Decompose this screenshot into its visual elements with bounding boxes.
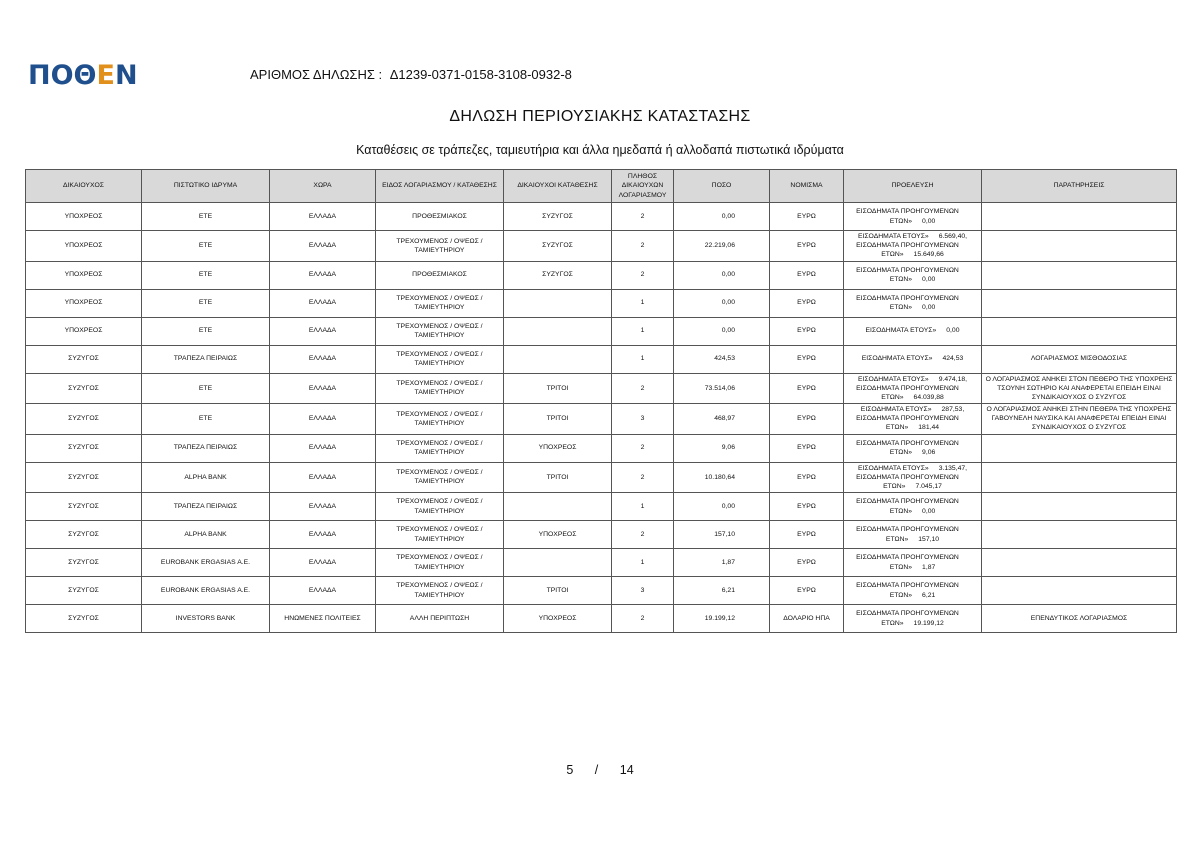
- currency-cell: ΕΥΡΩ: [770, 549, 844, 577]
- column-header: ΠΡΟΕΛΕΥΣΗ: [844, 170, 982, 203]
- origin-line: [847, 250, 978, 259]
- amount-cell: 424,53: [674, 345, 770, 373]
- holders-count-cell: 3: [612, 577, 674, 605]
- origin-cell: [844, 549, 982, 577]
- co-holders-cell: [504, 289, 612, 317]
- notes-cell: [982, 549, 1177, 577]
- table-row: [26, 493, 1177, 521]
- country-cell: ΕΛΛΑΔΑ: [270, 289, 376, 317]
- origin-line: [847, 473, 978, 482]
- account-type-cell: ΤΡΕΧΟΥΜΕΝΟΣ / ΟΨΕΩΣ / ΤΑΜΙΕΥΤΗΡΙΟΥ: [376, 577, 504, 605]
- co-holders-cell: ΤΡΙΤΟΙ: [504, 577, 612, 605]
- notes-cell: [982, 493, 1177, 521]
- notes-cell: [982, 462, 1177, 493]
- origin-label: ΕΙΣΟΔΗΜΑΤΑ ΠΡΟΗΓΟΥΜΕΝΩΝ: [856, 208, 959, 216]
- account-type-cell: ΤΡΕΧΟΥΜΕΝΟΣ / ΟΨΕΩΣ / ΤΑΜΙΕΥΤΗΡΙΟΥ: [376, 317, 504, 345]
- holders-count-cell: 2: [612, 231, 674, 262]
- origin-cell: [844, 289, 982, 317]
- origin-cell: [844, 605, 982, 633]
- origin-value: 15.649,66: [913, 251, 944, 259]
- beneficiary-cell: ΣΥΖΥΓΟΣ: [26, 521, 142, 549]
- page-subtitle: Καταθέσεις σε τράπεζες, ταμιευτήρια και άλλα ημεδαπά ή αλλοδαπά πιστωτικά ιδρύματα: [356, 143, 844, 157]
- account-type-cell: ΤΡΕΧΟΥΜΕΝΟΣ / ΟΨΕΩΣ / ΤΑΜΙΕΥΤΗΡΙΟΥ: [376, 521, 504, 549]
- holders-count-cell: 2: [612, 605, 674, 633]
- logo-text-accent: Ε: [96, 60, 115, 91]
- origin-line: [847, 535, 978, 544]
- currency-cell: ΕΥΡΩ: [770, 404, 844, 435]
- institution-cell: ΕΤΕ: [142, 261, 270, 289]
- origin-label: ΕΙΣΟΔΗΜΑΤΑ ΕΤΟΥΣ»: [860, 406, 932, 414]
- origin-label: ΕΙΣΟΔΗΜΑΤΑ ΕΤΟΥΣ»: [865, 327, 937, 335]
- origin-label: ΕΙΣΟΔΗΜΑΤΑ ΠΡΟΗΓΟΥΜΕΝΩΝ: [856, 242, 959, 250]
- table-row: [26, 231, 1177, 262]
- origin-line: [847, 423, 978, 432]
- beneficiary-cell: ΣΥΖΥΓΟΣ: [26, 462, 142, 493]
- co-holders-cell: ΣΥΖΥΓΟΣ: [504, 203, 612, 231]
- country-cell: ΕΛΛΑΔΑ: [270, 521, 376, 549]
- origin-value: 6,21: [922, 591, 936, 599]
- origin-line: [847, 619, 978, 628]
- origin-label: ΕΙΣΟΔΗΜΑΤΑ ΠΡΟΗΓΟΥΜΕΝΩΝ: [856, 384, 959, 392]
- institution-cell: ΤΡΑΠΕΖΑ ΠΕΙΡΑΙΩΣ: [142, 493, 270, 521]
- origin-cell: [844, 345, 982, 373]
- table-row: [26, 605, 1177, 633]
- co-holders-cell: ΥΠΟΧΡΕΟΣ: [504, 434, 612, 462]
- origin-label: ΕΙΣΟΔΗΜΑΤΑ ΠΡΟΗΓΟΥΜΕΝΩΝ: [856, 526, 959, 534]
- origin-line: [847, 482, 978, 491]
- country-cell: ΕΛΛΑΔΑ: [270, 203, 376, 231]
- origin-line: [847, 448, 978, 457]
- origin-label: ΕΙΣΟΔΗΜΑΤΑ ΠΡΟΗΓΟΥΜΕΝΩΝ: [856, 294, 959, 302]
- origin-value: 0,00: [922, 276, 936, 284]
- currency-cell: ΕΥΡΩ: [770, 373, 844, 404]
- origin-label: ΕΤΩΝ»: [889, 449, 913, 457]
- amount-cell: 22.219,06: [674, 231, 770, 262]
- origin-value: 0,00: [946, 327, 960, 335]
- table-row: [26, 549, 1177, 577]
- table-row: [26, 345, 1177, 373]
- account-type-cell: ΠΡΟΘΕΣΜΙΑΚΟΣ: [376, 203, 504, 231]
- origin-label: ΕΤΩΝ»: [881, 619, 904, 627]
- account-type-cell: ΤΡΕΧΟΥΜΕΝΟΣ / ΟΨΕΩΣ / ΤΑΜΙΕΥΤΗΡΙΟΥ: [376, 493, 504, 521]
- account-type-cell: ΤΡΕΧΟΥΜΕΝΟΣ / ΟΨΕΩΣ / ΤΑΜΙΕΥΤΗΡΙΟΥ: [376, 549, 504, 577]
- notes-cell: Ο ΛΟΓΑΡΙΑΣΜΟΣ ΑΝΗΚΕΙ ΣΤΟΝ ΠΕΘΕΡΟ ΤΗΣ ΥΠΟΧΡΕΗΣ ΤΣΟΥΝΗ ΣΩΤΗΡΙΟ ΚΑΙ ΑΝΑΦΕΡΕΤΑΙ ΕΠΕΙΔΗ ΕΙΝΑΙ ΣΥΝΔΙΚΑΙΟΥΧΟΣ Ο ΣΥΖΥΓΟΣ: [982, 373, 1177, 404]
- origin-label: ΕΤΩΝ»: [889, 304, 913, 312]
- amount-cell: 19.199,12: [674, 605, 770, 633]
- table-row: [26, 373, 1177, 404]
- origin-line: [847, 393, 978, 402]
- column-header: ΔΙΚΑΙΟΥΧΟΣ: [26, 170, 142, 203]
- institution-cell: ΕΤΕ: [142, 203, 270, 231]
- origin-value: 1,87: [922, 563, 936, 571]
- origin-cell: [844, 521, 982, 549]
- column-header: ΕΙΔΟΣ ΛΟΓΑΡΙΑΣΜΟΥ / ΚΑΤΑΘΕΣΗΣ: [376, 170, 504, 203]
- notes-cell: [982, 434, 1177, 462]
- beneficiary-cell: ΥΠΟΧΡΕΟΣ: [26, 203, 142, 231]
- origin-cell: [844, 203, 982, 231]
- origin-label: ΕΙΣΟΔΗΜΑΤΑ ΕΤΟΥΣ»: [857, 464, 929, 472]
- currency-cell: ΔΟΛΑΡΙΟ ΗΠΑ: [770, 605, 844, 633]
- account-type-cell: ΤΡΕΧΟΥΜΕΝΟΣ / ΟΨΕΩΣ / ΤΑΜΙΕΥΤΗΡΙΟΥ: [376, 404, 504, 435]
- currency-cell: ΕΥΡΩ: [770, 493, 844, 521]
- holders-count-cell: 2: [612, 261, 674, 289]
- institution-cell: ΕΤΕ: [142, 404, 270, 435]
- account-type-cell: ΤΡΕΧΟΥΜΕΝΟΣ / ΟΨΕΩΣ / ΤΑΜΙΕΥΤΗΡΙΟΥ: [376, 434, 504, 462]
- origin-value: 64.039,88: [913, 393, 944, 401]
- origin-line: [847, 581, 978, 590]
- origin-line: [847, 241, 978, 250]
- notes-cell: ΕΠΕΝΔΥΤΙΚΟΣ ΛΟΓΑΡΙΑΣΜΟΣ: [982, 605, 1177, 633]
- account-type-cell: ΤΡΕΧΟΥΜΕΝΟΣ / ΟΨΕΩΣ / ΤΑΜΙΕΥΤΗΡΙΟΥ: [376, 462, 504, 493]
- notes-cell: [982, 289, 1177, 317]
- origin-value: 19.199,12: [913, 619, 944, 627]
- origin-cell: [844, 577, 982, 605]
- institution-cell: ΤΡΑΠΕΖΑ ΠΕΙΡΑΙΩΣ: [142, 345, 270, 373]
- page-separator: /: [594, 763, 599, 777]
- declaration-number: [250, 67, 572, 82]
- column-header: ΧΩΡΑ: [270, 170, 376, 203]
- currency-cell: ΕΥΡΩ: [770, 462, 844, 493]
- amount-cell: 73.514,06: [674, 373, 770, 404]
- column-header: ΠΑΡΑΤΗΡΗΣΕΙΣ: [982, 170, 1177, 203]
- amount-cell: 6,21: [674, 577, 770, 605]
- deposits-table: [25, 169, 1177, 633]
- logo-text-2: Ν: [114, 60, 138, 91]
- origin-label: ΕΤΩΝ»: [885, 535, 909, 543]
- institution-cell: ΕΤΕ: [142, 317, 270, 345]
- holders-count-cell: 1: [612, 493, 674, 521]
- pagination: [0, 763, 1200, 777]
- origin-line: [847, 609, 978, 618]
- country-cell: ΕΛΛΑΔΑ: [270, 493, 376, 521]
- holders-count-cell: 1: [612, 317, 674, 345]
- origin-line: [847, 507, 978, 516]
- beneficiary-cell: ΣΥΖΥΓΟΣ: [26, 404, 142, 435]
- origin-value: 287,53,: [941, 406, 965, 414]
- beneficiary-cell: ΥΠΟΧΡΕΟΣ: [26, 289, 142, 317]
- country-cell: ΗΝΩΜΕΝΕΣ ΠΟΛΙΤΕΙΕΣ: [270, 605, 376, 633]
- co-holders-cell: [504, 317, 612, 345]
- origin-value: 0,00: [922, 304, 936, 312]
- notes-cell: Ο ΛΟΓΑΡΙΑΣΜΟΣ ΑΝΗΚΕΙ ΣΤΗΝ ΠΕΘΕΡΑ ΤΗΣ ΥΠΟΧΡΕΗΣ ΓΑΒΟΥΝΕΛΗ ΝΑΥΣΙΚΑ ΚΑΙ ΑΝΑΦΕΡΕΤΑΙ ΕΠΕΙΔΗ ΕΙΝΑΙ ΣΥΝΔΙΚΑΙΟΥΧΟΣ Ο ΣΥΖΥΓΟΣ: [982, 404, 1177, 435]
- amount-cell: 0,00: [674, 261, 770, 289]
- origin-value: 9,06: [922, 449, 936, 457]
- origin-label: ΕΙΣΟΔΗΜΑΤΑ ΠΡΟΗΓΟΥΜΕΝΩΝ: [856, 473, 959, 481]
- account-type-cell: ΤΡΕΧΟΥΜΕΝΟΣ / ΟΨΕΩΣ / ΤΑΜΙΕΥΤΗΡΙΟΥ: [376, 231, 504, 262]
- origin-label: ΕΤΩΝ»: [881, 393, 904, 401]
- origin-cell: [844, 231, 982, 262]
- table-body: [26, 203, 1177, 633]
- amount-cell: 1,87: [674, 549, 770, 577]
- table-row: [26, 317, 1177, 345]
- origin-cell: [844, 261, 982, 289]
- holders-count-cell: 3: [612, 404, 674, 435]
- origin-cell: [844, 317, 982, 345]
- origin-line: [847, 414, 978, 423]
- holders-count-cell: 2: [612, 434, 674, 462]
- column-header: ΠΟΣΟ: [674, 170, 770, 203]
- column-header: ΠΙΣΤΩΤΙΚΟ ΙΔΡΥΜΑ: [142, 170, 270, 203]
- amount-cell: 157,10: [674, 521, 770, 549]
- origin-label: ΕΙΣΟΔΗΜΑΤΑ ΠΡΟΗΓΟΥΜΕΝΩΝ: [856, 498, 959, 506]
- co-holders-cell: ΣΥΖΥΓΟΣ: [504, 261, 612, 289]
- logo-text-1: ΠΟΘ: [28, 60, 97, 91]
- holders-count-cell: 2: [612, 462, 674, 493]
- notes-cell: [982, 317, 1177, 345]
- origin-label: ΕΙΣΟΔΗΜΑΤΑ ΠΡΟΗΓΟΥΜΕΝΩΝ: [856, 266, 959, 274]
- origin-cell: [844, 404, 982, 435]
- origin-line: [847, 553, 978, 562]
- origin-label: ΕΤΩΝ»: [889, 217, 913, 225]
- table-header-row: [26, 170, 1177, 203]
- table-row: [26, 521, 1177, 549]
- notes-cell: [982, 203, 1177, 231]
- institution-cell: EUROBANK ERGASIAS A.E.: [142, 577, 270, 605]
- institution-cell: ALPHA BANK: [142, 462, 270, 493]
- co-holders-cell: ΥΠΟΧΡΕΟΣ: [504, 605, 612, 633]
- account-type-cell: ΠΡΟΘΕΣΜΙΑΚΟΣ: [376, 261, 504, 289]
- origin-line: [847, 405, 978, 414]
- declaration-number-value: Δ1239-0371-0158-3108-0932-8: [389, 67, 572, 82]
- institution-cell: INVESTORS BANK: [142, 605, 270, 633]
- country-cell: ΕΛΛΑΔΑ: [270, 462, 376, 493]
- country-cell: ΕΛΛΑΔΑ: [270, 549, 376, 577]
- notes-cell: [982, 521, 1177, 549]
- co-holders-cell: ΤΡΙΤΟΙ: [504, 373, 612, 404]
- country-cell: ΕΛΛΑΔΑ: [270, 317, 376, 345]
- co-holders-cell: ΤΡΙΤΟΙ: [504, 462, 612, 493]
- origin-value: 424,53: [942, 355, 964, 363]
- currency-cell: ΕΥΡΩ: [770, 345, 844, 373]
- notes-cell: [982, 577, 1177, 605]
- app-logo: [28, 60, 138, 91]
- co-holders-cell: ΥΠΟΧΡΕΟΣ: [504, 521, 612, 549]
- beneficiary-cell: ΣΥΖΥΓΟΣ: [26, 434, 142, 462]
- origin-label: ΕΙΣΟΔΗΜΑΤΑ ΕΤΟΥΣ»: [857, 233, 929, 240]
- origin-value: 157,10: [918, 535, 940, 543]
- origin-label: ΕΤΩΝ»: [885, 424, 909, 432]
- account-type-cell: ΑΛΛΗ ΠΕΡΙΠΤΩΣΗ: [376, 605, 504, 633]
- currency-cell: ΕΥΡΩ: [770, 521, 844, 549]
- notes-cell: ΛΟΓΑΡΙΑΣΜΟΣ ΜΙΣΘΟΔΟΣΙΑΣ: [982, 345, 1177, 373]
- currency-cell: ΕΥΡΩ: [770, 434, 844, 462]
- origin-line: [847, 232, 978, 241]
- origin-value: 3.135,47,: [938, 464, 968, 472]
- origin-line: [847, 384, 978, 393]
- origin-label: ΕΤΩΝ»: [883, 482, 906, 490]
- page-title: ΔΗΛΩΣΗ ΠΕΡΙΟΥΣΙΑΚΗΣ ΚΑΤΑΣΤΑΣΗΣ: [449, 108, 751, 125]
- table-row: [26, 203, 1177, 231]
- origin-label: ΕΙΣΟΔΗΜΑΤΑ ΠΡΟΗΓΟΥΜΕΝΩΝ: [856, 415, 959, 423]
- origin-label: ΕΤΩΝ»: [881, 251, 904, 259]
- origin-line: [847, 303, 978, 312]
- origin-line: [847, 275, 978, 284]
- origin-label: ΕΤΩΝ»: [889, 591, 913, 599]
- holders-count-cell: 2: [612, 203, 674, 231]
- institution-cell: ΕΤΕ: [142, 231, 270, 262]
- origin-line: [847, 294, 978, 303]
- country-cell: ΕΛΛΑΔΑ: [270, 434, 376, 462]
- origin-cell: [844, 462, 982, 493]
- origin-label: ΕΙΣΟΔΗΜΑΤΑ ΠΡΟΗΓΟΥΜΕΝΩΝ: [856, 439, 959, 447]
- amount-cell: 0,00: [674, 203, 770, 231]
- currency-cell: ΕΥΡΩ: [770, 289, 844, 317]
- origin-cell: [844, 493, 982, 521]
- amount-cell: 9,06: [674, 434, 770, 462]
- table-row: [26, 261, 1177, 289]
- origin-label: ΕΤΩΝ»: [889, 507, 913, 515]
- institution-cell: ALPHA BANK: [142, 521, 270, 549]
- origin-line: [847, 439, 978, 448]
- co-holders-cell: [504, 345, 612, 373]
- origin-value: 0,00: [922, 507, 936, 515]
- country-cell: ΕΛΛΑΔΑ: [270, 345, 376, 373]
- origin-label: ΕΙΣΟΔΗΜΑΤΑ ΕΤΟΥΣ»: [857, 375, 929, 383]
- origin-value: 7.045,17: [915, 482, 942, 490]
- institution-cell: ΕΤΕ: [142, 373, 270, 404]
- beneficiary-cell: ΣΥΖΥΓΟΣ: [26, 373, 142, 404]
- country-cell: ΕΛΛΑΔΑ: [270, 373, 376, 404]
- beneficiary-cell: ΣΥΖΥΓΟΣ: [26, 493, 142, 521]
- co-holders-cell: ΣΥΖΥΓΟΣ: [504, 231, 612, 262]
- amount-cell: 0,00: [674, 493, 770, 521]
- notes-cell: [982, 261, 1177, 289]
- country-cell: ΕΛΛΑΔΑ: [270, 261, 376, 289]
- beneficiary-cell: ΥΠΟΧΡΕΟΣ: [26, 261, 142, 289]
- beneficiary-cell: ΥΠΟΧΡΕΟΣ: [26, 317, 142, 345]
- origin-label: ΕΤΩΝ»: [889, 563, 913, 571]
- amount-cell: 10.180,64: [674, 462, 770, 493]
- beneficiary-cell: ΥΠΟΧΡΕΟΣ: [26, 231, 142, 262]
- holders-count-cell: 1: [612, 345, 674, 373]
- holders-count-cell: 2: [612, 521, 674, 549]
- origin-label: ΕΙΣΟΔΗΜΑΤΑ ΠΡΟΗΓΟΥΜΕΝΩΝ: [856, 554, 959, 562]
- origin-line: [847, 326, 978, 335]
- origin-line: [847, 207, 978, 216]
- beneficiary-cell: ΣΥΖΥΓΟΣ: [26, 577, 142, 605]
- currency-cell: ΕΥΡΩ: [770, 231, 844, 262]
- country-cell: ΕΛΛΑΔΑ: [270, 231, 376, 262]
- origin-line: [847, 217, 978, 226]
- table-row: [26, 577, 1177, 605]
- beneficiary-cell: ΣΥΖΥΓΟΣ: [26, 345, 142, 373]
- amount-cell: 0,00: [674, 317, 770, 345]
- origin-label: ΕΙΣΟΔΗΜΑΤΑ ΠΡΟΗΓΟΥΜΕΝΩΝ: [856, 610, 959, 618]
- origin-value: 181,44: [918, 424, 940, 432]
- origin-line: [847, 497, 978, 506]
- notes-cell: [982, 231, 1177, 262]
- column-header: ΠΛΗΘΟΣ ΔΙΚΑΙΟΥΧΩΝ ΛΟΓΑΡΙΑΣΜΟΥ: [612, 170, 674, 203]
- holders-count-cell: 1: [612, 549, 674, 577]
- origin-line: [847, 266, 978, 275]
- origin-line: [847, 563, 978, 572]
- holders-count-cell: 1: [612, 289, 674, 317]
- page-total: 14: [619, 763, 634, 777]
- origin-cell: [844, 434, 982, 462]
- co-holders-cell: [504, 493, 612, 521]
- origin-label: ΕΙΣΟΔΗΜΑΤΑ ΠΡΟΗΓΟΥΜΕΝΩΝ: [856, 582, 959, 590]
- co-holders-cell: [504, 549, 612, 577]
- beneficiary-cell: ΣΥΖΥΓΟΣ: [26, 549, 142, 577]
- institution-cell: ΤΡΑΠΕΖΑ ΠΕΙΡΑΙΩΣ: [142, 434, 270, 462]
- column-header: ΔΙΚΑΙΟΥΧΟΙ ΚΑΤΑΘΕΣΗΣ: [504, 170, 612, 203]
- origin-line: [847, 525, 978, 534]
- origin-line: [847, 591, 978, 600]
- amount-cell: 0,00: [674, 289, 770, 317]
- holders-count-cell: 2: [612, 373, 674, 404]
- origin-line: [847, 354, 978, 363]
- country-cell: ΕΛΛΑΔΑ: [270, 404, 376, 435]
- table-row: [26, 462, 1177, 493]
- origin-value: 0,00: [922, 217, 936, 225]
- origin-line: [847, 375, 978, 384]
- amount-cell: 468,97: [674, 404, 770, 435]
- beneficiary-cell: ΣΥΖΥΓΟΣ: [26, 605, 142, 633]
- origin-label: ΕΤΩΝ»: [889, 276, 913, 284]
- table-row: [26, 289, 1177, 317]
- account-type-cell: ΤΡΕΧΟΥΜΕΝΟΣ / ΟΨΕΩΣ / ΤΑΜΙΕΥΤΗΡΙΟΥ: [376, 345, 504, 373]
- table-row: [26, 434, 1177, 462]
- page-current: 5: [566, 763, 574, 777]
- origin-line: [847, 464, 978, 473]
- institution-cell: EUROBANK ERGASIAS A.E.: [142, 549, 270, 577]
- currency-cell: ΕΥΡΩ: [770, 317, 844, 345]
- institution-cell: ΕΤΕ: [142, 289, 270, 317]
- currency-cell: ΕΥΡΩ: [770, 577, 844, 605]
- country-cell: ΕΛΛΑΔΑ: [270, 577, 376, 605]
- account-type-cell: ΤΡΕΧΟΥΜΕΝΟΣ / ΟΨΕΩΣ / ΤΑΜΙΕΥΤΗΡΙΟΥ: [376, 373, 504, 404]
- co-holders-cell: ΤΡΙΤΟΙ: [504, 404, 612, 435]
- origin-cell: [844, 373, 982, 404]
- origin-value: 9.474,18,: [938, 375, 968, 383]
- currency-cell: ΕΥΡΩ: [770, 261, 844, 289]
- column-header: ΝΟΜΙΣΜΑ: [770, 170, 844, 203]
- table-row: [26, 404, 1177, 435]
- origin-label: ΕΙΣΟΔΗΜΑΤΑ ΕΤΟΥΣ»: [861, 355, 933, 363]
- currency-cell: ΕΥΡΩ: [770, 203, 844, 231]
- origin-value: 6.569,40,: [938, 233, 968, 240]
- declaration-number-label: ΑΡΙΘΜΟΣ ΔΗΛΩΣΗΣ :: [250, 67, 383, 82]
- account-type-cell: ΤΡΕΧΟΥΜΕΝΟΣ / ΟΨΕΩΣ / ΤΑΜΙΕΥΤΗΡΙΟΥ: [376, 289, 504, 317]
